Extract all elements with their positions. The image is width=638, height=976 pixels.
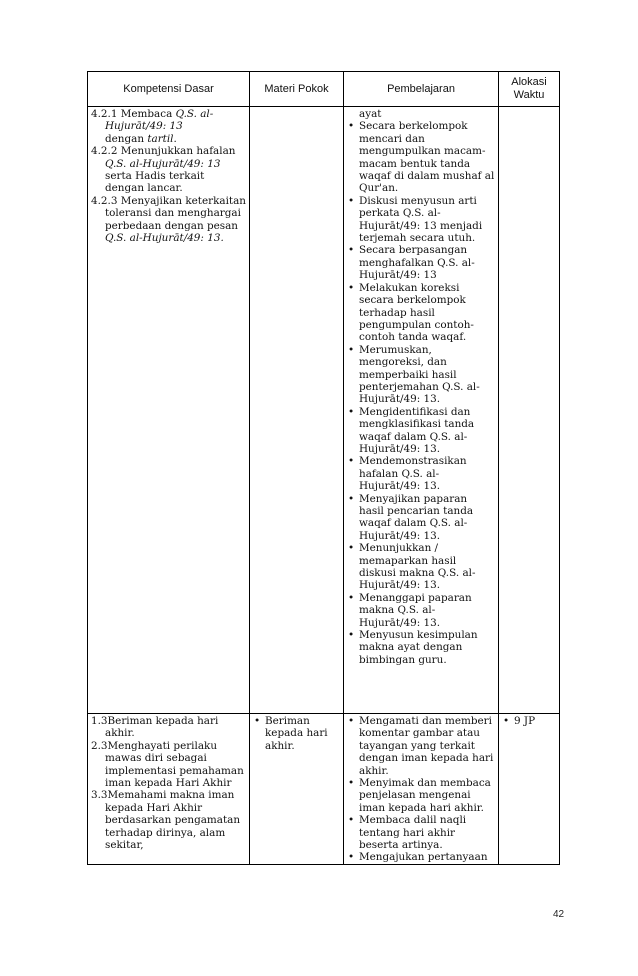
kd-item	[91, 145, 246, 195]
list-item: • Melakukan koreksi secara berkelompok terhadap hasil pengumpulan contoh-contoh tanda waqaf.	[347, 282, 495, 344]
list-item: • Diskusi menyusun arti perkata Q.S. al-Hujurāt/49: 13 menjadi terjemah secara utuh.	[347, 195, 495, 245]
kd-text: dengan	[105, 132, 148, 145]
list-item: • Menyusun kesimpulan makna ayat dengan bimbingan guru.	[347, 629, 495, 666]
list-item: • Membaca dalil naqli tentang hari akhir beserta artinya.	[347, 814, 495, 851]
alokasi-list	[502, 715, 556, 727]
kd-text: Menunjukkan hafalan	[120, 145, 236, 158]
kd-number: 4.2.3	[91, 194, 118, 207]
pembelajaran-cell	[344, 714, 499, 865]
list-item: • 9 JP	[502, 715, 556, 727]
table-row	[88, 714, 560, 865]
list-item: • Mendemonstrasikan hafalan Q.S. al-Hujurāt/49: 13.	[347, 455, 495, 492]
syllabus-table	[87, 71, 560, 865]
list-item: • Mengidentifikasi dan mengklasifikasi tanda waqaf dalam Q.S. al-Hujurāt/49: 13.	[347, 406, 495, 456]
kd-emphasis: tartil	[147, 132, 174, 145]
list-item: • Merumuskan, mengoreksi, dan memperbaiki hasil penterjemahan Q.S. al-Hujurāt/49: 13.	[347, 344, 495, 406]
table-header-row	[88, 72, 560, 107]
kd-text: serta Hadis terkait dengan lancar.	[105, 170, 205, 195]
list-item: • Mengamati dan memberi komentar gambar atau tayangan yang terkait dengan iman kepada hari akhir.	[347, 715, 495, 777]
table-row	[88, 107, 560, 714]
list-item: • Menyajikan paparan hasil pencarian tanda waqaf dalam Q.S. al-Hujurāt/49: 13.	[347, 493, 495, 543]
alokasi-cell	[499, 107, 560, 714]
list-item: • Menunjukkan / memaparkan hasil diskusi makna Q.S. al-Hujurāt/49: 13.	[347, 542, 495, 592]
header-alokasi-waktu: Alokasi Waktu	[499, 72, 560, 107]
kd-item	[91, 789, 246, 851]
list-item: • Secara berpasangan menghafalkan Q.S. al-Hujurāt/49: 13	[347, 244, 495, 281]
kd-item	[91, 740, 246, 790]
header-materi-pokok: Materi Pokok	[250, 72, 344, 107]
kd-reference: Q.S. al-Hujurāt/49: 13	[105, 157, 221, 170]
kd-text: Menyajikan keterkaitan toleransi dan menghargai perbedaan dengan pesan	[105, 194, 246, 232]
list-item: • Menyimak dan membaca penjelasan mengenai iman kepada hari akhir.	[347, 777, 495, 814]
page-number: 42	[553, 909, 565, 920]
list-item: • Beriman kepada hari akhir.	[253, 715, 340, 752]
kd-text: .	[173, 132, 177, 145]
list-item: • Secara berkelompok mencari dan mengumpulkan macam-macam bentuk tanda waqaf di dalam mushaf al Qur'an.	[347, 120, 495, 194]
materi-cell	[250, 107, 344, 714]
kd-reference: Q.S. al-Hujurāt/49: 13.	[105, 232, 224, 245]
pembelajaran-list	[347, 715, 495, 864]
kd-number: 4.2.2	[91, 145, 118, 158]
kd-text: Membaca	[120, 108, 176, 120]
kd-item	[91, 195, 246, 245]
kd-text: Memahami makna iman kepada Hari Akhir berdasarkan pengamatan terhadap dirinya, alam sekitar,	[105, 789, 241, 852]
pembelajaran-list	[347, 120, 495, 666]
kd-text: Menghayati perilaku mawas diri sebagai implementasi pemahaman iman kepada Hari Akhir	[105, 739, 244, 790]
pembelajaran-cell	[344, 107, 499, 714]
list-item: • Mengajukan pertanyaan	[347, 851, 495, 863]
list-item: • Menanggapi paparan makna Q.S. al-Hujurāt/49: 13.	[347, 592, 495, 629]
header-pembelajaran: Pembelajaran	[344, 72, 499, 107]
kd-cell	[88, 107, 250, 714]
kd-cell	[88, 714, 250, 865]
kd-reference: Q.S. al-Hujurāt/49: 13	[105, 108, 214, 133]
header-kompetensi-dasar: Kompetensi Dasar	[88, 72, 250, 107]
alokasi-cell	[499, 714, 560, 865]
kd-number: 1.3	[91, 715, 108, 727]
continued-text: ayat	[359, 108, 382, 120]
kd-number: 4.2.1	[91, 108, 118, 120]
kd-number: 2.3	[91, 739, 108, 752]
kd-item	[91, 715, 246, 740]
kd-item	[91, 108, 246, 145]
kd-text: Beriman kepada hari akhir.	[105, 715, 219, 740]
materi-list	[253, 715, 340, 752]
materi-cell	[250, 714, 344, 865]
kd-number: 3.3	[91, 789, 108, 802]
